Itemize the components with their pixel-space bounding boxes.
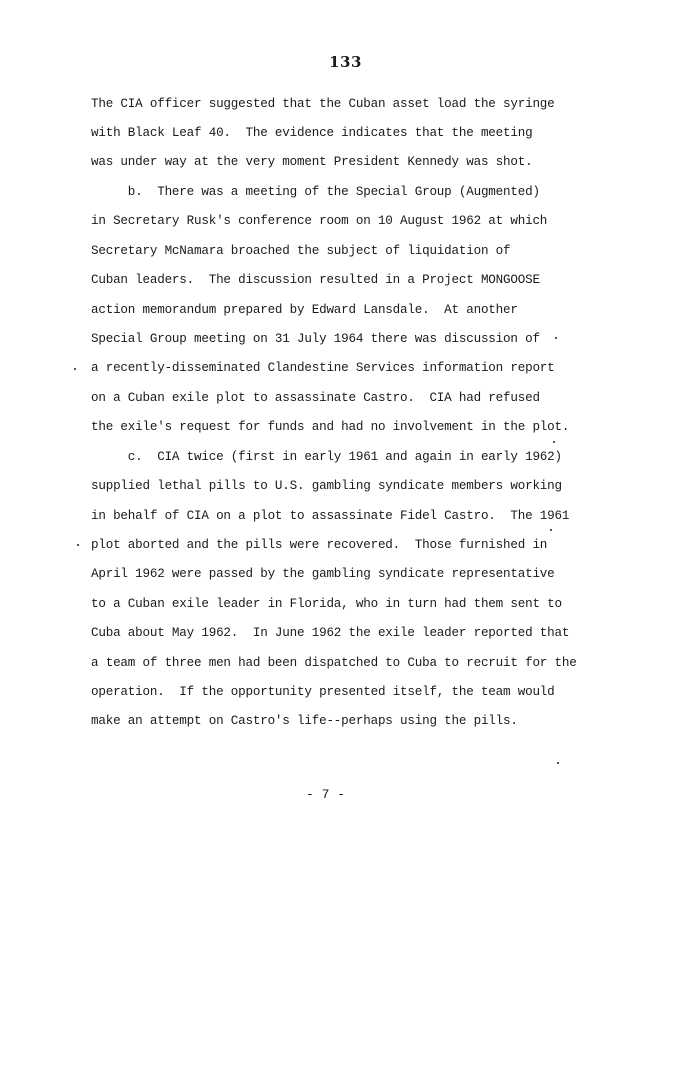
text-line: a recently-disseminated Clandestine Services information report — [91, 361, 555, 375]
text-line: to a Cuban exile leader in Florida, who in turn had them sent to — [91, 597, 562, 611]
text-line: Cuba about May 1962. In June 1962 the exile leader reported that — [91, 626, 570, 640]
text-line: Secretary McNamara broached the subject of liquidation of — [91, 244, 511, 258]
text-line: b. There was a meeting of the Special Group (Augmented) — [91, 185, 540, 199]
text-line: Special Group meeting on 31 July 1964 there was discussion of — [91, 332, 540, 346]
text-line: Cuban leaders. The discussion resulted in a Project MONGOOSE — [91, 273, 540, 287]
text-line: c. CIA twice (first in early 1961 and again in early 1962) — [91, 450, 562, 464]
text-line: a team of three men had been dispatched to Cuba to recruit for the — [91, 656, 577, 670]
text-line: on a Cuban exile plot to assassinate Castro. CIA had refused — [91, 391, 540, 405]
text-line: the exile's request for funds and had no involvement in the plot. — [91, 420, 570, 434]
scan-speck — [550, 529, 552, 531]
page-number: 133 — [329, 53, 362, 71]
text-line: The CIA officer suggested that the Cuban asset load the syringe — [91, 97, 555, 111]
text-line: in Secretary Rusk's conference room on 10 August 1962 at which — [91, 214, 548, 228]
text-line: plot aborted and the pills were recovered. Those furnished in — [91, 538, 548, 552]
text-line: operation. If the opportunity presented itself, the team would — [91, 685, 555, 699]
scan-speck — [557, 762, 559, 764]
scan-speck — [74, 368, 76, 370]
text-line: with Black Leaf 40. The evidence indicates that the meeting — [91, 126, 533, 140]
page-footer: - 7 - — [305, 787, 345, 802]
scan-speck — [77, 544, 79, 546]
scan-speck — [553, 441, 555, 443]
text-line: action memorandum prepared by Edward Lansdale. At another — [91, 303, 518, 317]
text-line: April 1962 were passed by the gambling syndicate representative — [91, 567, 555, 581]
text-line: in behalf of CIA on a plot to assassinate Fidel Castro. The 1961 — [91, 509, 570, 523]
scan-speck — [555, 337, 557, 339]
text-line: was under way at the very moment President Kennedy was shot. — [91, 155, 533, 169]
text-line: make an attempt on Castro's life--perhaps using the pills. — [91, 714, 518, 728]
text-line: supplied lethal pills to U.S. gambling syndicate members working — [91, 479, 562, 493]
